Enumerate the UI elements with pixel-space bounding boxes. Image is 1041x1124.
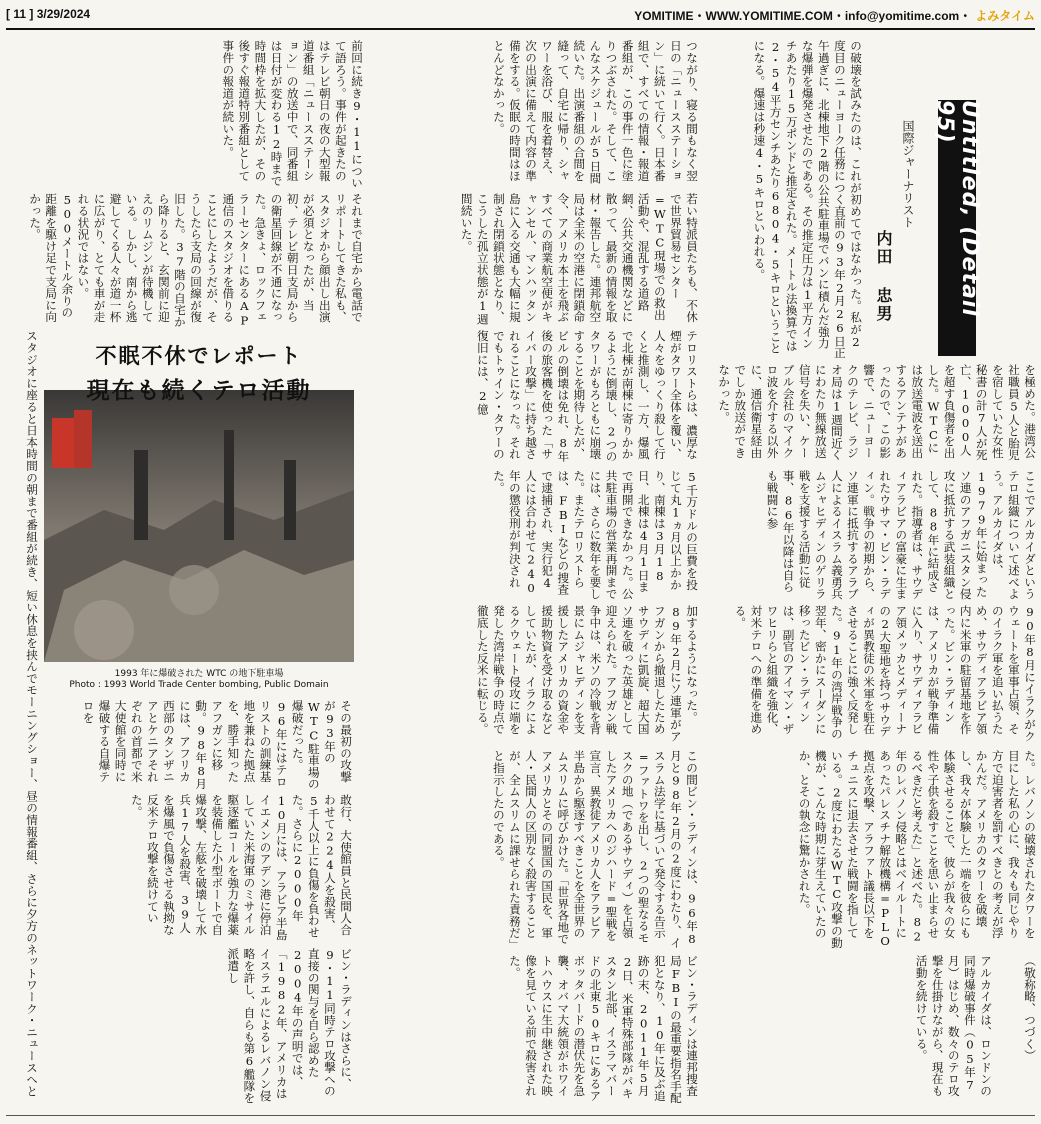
column-c1: 前回に続き9・11について語ろう。事件が起きたのはテレビ朝日の夜の大型報道番組「ニュースステーション」の放送中で、同番組は日付が変わる12時まで時間枠を拡大したが、その後すぐ報道特別番組として事件の報道が続いた。	[221, 40, 364, 189]
headline-2	[44, 344, 354, 405]
wtc-photo-image	[44, 390, 354, 662]
headline-line2: 現在も続くテロ活動	[86, 378, 312, 404]
page-header	[6, 2, 1035, 30]
column-c4: つながり、寝る間もなく翌日の「ニュースステーション」に続いて行く。日本番組で、すべての情報・報道番組が、この事件一色に塗りつぶされた。そして、こんなスケジュールが5日間続いた。出演番組の合間を縫って、自宅に帰り、シャワーを浴び、服を着替え、次の出演に備えて内容の準備をする。仮眠の時間はほとんどなかった。	[491, 40, 699, 184]
issue-date: 3/29/2024	[36, 7, 91, 21]
column-c22: （敬称略、つづく）	[1023, 955, 1037, 1062]
page-bottom-rule	[6, 1115, 1035, 1116]
column-c3: スタジオに座ると日本時間の朝まで番組が続き、短い休息を挟んでモーニングショー、昼の情報番組、さらに夕方のネットワーク・ニュースへと	[25, 330, 39, 1097]
headline-line1: 不眠不休でレポート	[95, 344, 303, 368]
column-c9: を極めた。港湾公社職員5人と胎児を宿していた女性秘書の計7人が死亡、1000人を超す負傷者を出した。WTCには放送電波を送出するアンテナがあったので、この影響で、ニューヨークのテレビ、ラジオ局は1週間近くにわたり無線放送信号を失い、ケーブル会社のマイクロ波を介する以外に、通信衛星経由でしか放送ができなかった。	[717, 364, 1037, 461]
column-c17: この間ビン・ラディンは、96年8月と98年2月の2度にわたり、イスラム法学に基づいて発令する告示=ファトワを出し、2つの聖なるモスクの地（であるサウディ）を占領したアメリカへのジハード=聖戦を宣言、異教徒アメリカ人をアラビア半島から駆逐すべきことを全世界のムスリムに呼びかけた。「世界各地でアメリカとその同盟国の国民を、軍人・民間人の区別なく殺害することが、全ムスリムに課せられた責務だ」と指示したのである。	[491, 750, 699, 949]
column-c12: ここでアルカイダというテロ組織について述べよう。アルカイダは、1979年に始まったソ連のアフガニスタン侵攻に抵抗する武装組織として、88年に結成された。指導者は、サウディアラビアの富豪に生まれたウサマ・ビン・ラディン。戦争の初期から、ソ連軍に抵抗するアラブ人によるイスラム義勇兵ムジャヒディンのゲリラ戦を支援する活動に従事、86年以降は自らも戦闘に参	[765, 470, 1037, 600]
column-c21: アルカイダは、ロンドンの同時爆破事件（05年7月）はじめ、数々のテロ攻撃を仕掛けながら、現在も活動を続けている。	[914, 955, 993, 1097]
column-c19: た。レバノンの破壊されたタワーを目にした私の心に、我々も同じやり方で迫害者を罰すべきとの考えが浮かんだ。アメリカのタワーを破壊し、我々が体験した一端を彼らにも体験させることで、彼らが我々の女性や子供を殺すことを思い止まらせるべきだと考えた」と述べた。82年のレバノン侵略とはベイルートにあったパレスチナ解放機構=PLO拠点を攻撃、アラファト議長以下をチュニスに退去させた戦闘を指している。2度にわたるWTC攻撃の動機が、こんな時期に芽生えていたのか、とその執念に驚かされた。	[797, 750, 1037, 949]
wtc-photo	[44, 390, 354, 662]
column-c5: 若い特派員たちも、不休で世界貿易センター=WTC現場での救出活動や、混乱する道路網、公共交通機関などに散って、最新の情報を取材・報告した。連邦航空局は全米の空港に閉鎖命令、アメリカ本土を飛ぶすべての商業航空便がキャンセル、マンハッタン島に入る交通も大幅に規制され閉鎖状態となり、こうした孤立状態が1週間続いた。	[459, 193, 699, 326]
column-c14: 90年8月にイラクがクウェートを軍事占領、そのイラク軍を追い払うため、サウディアラビア領内に米軍の駐留基地を作った。ビン・ラディンは、アメリカが戦争準備に入り、サウディアラビア領メッカとメディーナの2大聖地を持つサウディが異教徒の米軍を駐在させることに強く反発した。91年の湾岸戦争の翌年、密かにスーダンに移ったビン・ラディンは、副官のアイマン・ザワヒリらと組織を強化、対米テロへの準備を進める。	[733, 605, 1037, 742]
photo-credit: Photo : 1993 World Trade Center bombing, Public Domain	[69, 680, 329, 690]
column-c16: 敢行、大使館員と民間人合わせて224人を殺害、5千人以上に負傷を負わせた。さらに2000年10月には、アラビア半島イエメンのアデン港に停泊していた米海軍のミサイル駆逐艦コールを強力な爆薬を装備した小型ボートで自爆攻撃、左舷を破壊して水兵17人を殺害、39人を爆風で負傷させる執拗な反米テロ攻撃を続けていた。	[129, 794, 353, 941]
column-c11: 5千万ドルの巨費を投じて丸1ヵ月以上かかり、南棟は3月18日、北棟は4月1日まで再開できなかった。公共駐車場の営業再開までには、さらに数年を要した。またテロリストらは、FBIなどの捜査で逮捕され、実行犯4人には合わせて240年の懲役刑が判決された。	[491, 470, 699, 600]
column-c10: テロリストらは、濃厚な煙がタワー全体を覆い、人々をゆっくり殺して行くと推測し、一方、爆風で北棟が南棟に寄りかかるように倒壊し、2つのタワーがもろともに崩壊することを期待したが、ビルの倒壊は免れ、8年後の旅客機を使った「サイバー攻撃」に持ち越されることになった。それでもトゥイン・タワーの復旧には、2億	[475, 330, 699, 463]
column-c7: の破壊を試みたのは、これが初めてではなかった。私が2度目のニューヨーク任務につく直前の93年2月26日正午過ぎに、北棟地下2階の公共駐車場でバンに積んだ強力な爆弾を爆発させたのである。その推定圧力は1平方インチあたり15万ポンドと推定された。メートル法換算では2・54平方センチあたり6804・5キロということになる。爆速は秒速4・5キロといわれる。	[752, 40, 863, 359]
photo-caption: 1993 年に爆破された WTC の地下駐車場	[114, 669, 284, 679]
article-title: Untitled, (Detail 95)	[938, 100, 976, 356]
author-name: 内田 忠男	[874, 230, 893, 323]
author-role: 国際ジャーナリスト	[901, 120, 915, 228]
column-c18: ビン・ラディンはさらに、9・11同時テロ攻撃への直接の関与を自ら認めた2004年の声明では、「1982年、アメリカはイスラエルによるレバノン侵略を許し、自らも第6艦隊を派遣し	[226, 948, 353, 1104]
column-c15: その最初の攻撃が93年のWTC駐車場の爆破だった。96年にはテロリストの訓練基地を兼ねた拠点を、勝手知ったアフガンに移動。98年8月には、アフリカ西部のタンザニアとケニアそれぞれの首都で米大使館を同時に爆破する自爆テロを	[81, 700, 353, 790]
page-number: [ 11 ] 3/29/2024	[6, 7, 91, 21]
column-c2: それまで自宅から電話でリポートしてきた私も、スタジオから顔出し出演が必須となったが、当初、テレビ朝日支局からの衛星回線が不通になった。急きょ、ロックフェラーセンターにあるAP通信のスタジオを借りることにしたようだが、そうしたら支局の回線が復旧した。37階の自宅から降りると、玄関前に迎えのリムジンが待機している。しかし、南から逃避してくる人々が道一杯に広がり、とても車が走れる状況ではない。500メートル余りの距離を駆け足で支局に向かった。	[28, 193, 364, 328]
column-c13: 加するようになった。89年2月にソ連軍がアフガンから撤退したためサウディに凱旋、超大国ソ連を破った英雄として迎えられた。アフガン戦争中は、米ソの冷戦を背景にムジャヒディンを支援したアメリカの資金や援助物資を受け取るなどしていたが、イラクによるクウェート侵攻に端を発した湾岸戦争の時点で徹底した反米に転じる。	[475, 605, 699, 742]
yomitime-logo: よみタイム	[975, 9, 1035, 23]
column-c20: ビン・ラディンは連邦捜査局FBIの最重要指名手配犯となり、10年に及ぶ追跡の末、2011年5月2日、米軍特殊部隊がパキスタン北部、イスラマバードの北東50キロにあるアボッタバードの潜伏先を急襲、オバマ大統領がホワイトハウスに生中継された映像を見ている前で殺害された。	[507, 955, 699, 1104]
publication-info: YOMITIME・WWW.YOMITIME.COM・info@yomitime.com・ よみタイム	[634, 9, 1035, 23]
